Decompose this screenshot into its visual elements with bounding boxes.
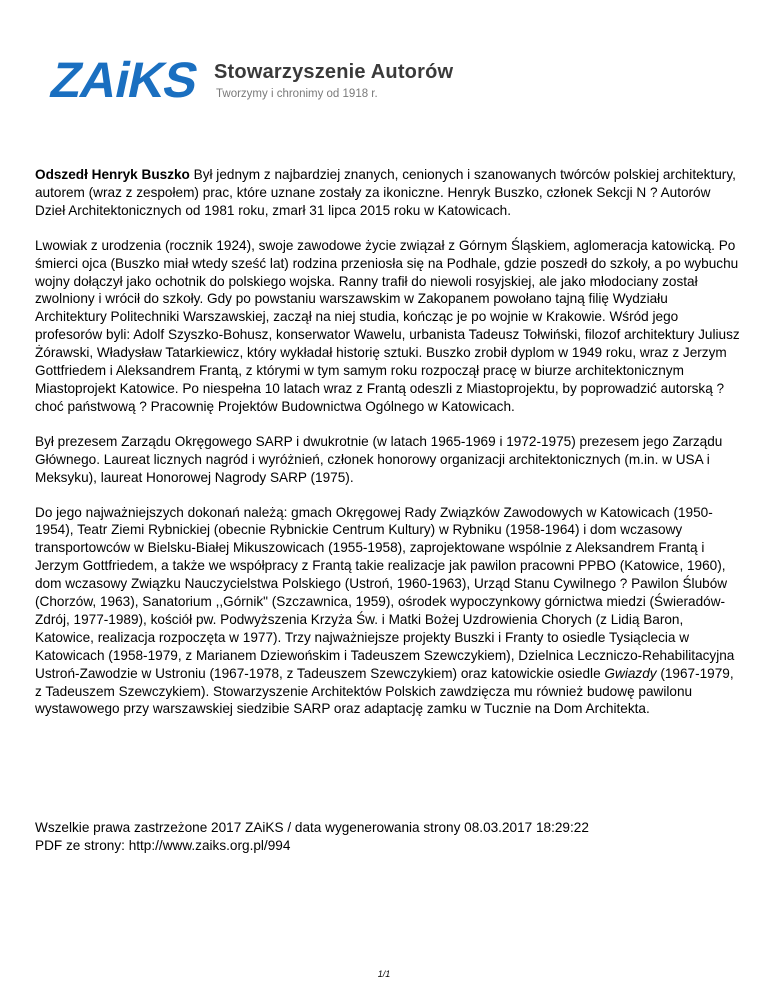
paragraph-sarp: Był prezesem Zarządu Okręgowego SARP i dwukrotnie (w latach 1965-1969 i 1972-1975) prezesem jego Zarządu Głównego. Laureat licznych nagród i wyróżnień, członek honorowy organizacji architektonicznych (m.in. w USA i Meksyku), laureat Honorowej Nagrody SARP (1975). <box>35 433 723 485</box>
article-body <box>35 166 740 735</box>
logo-text: ZAiKS <box>45 51 203 108</box>
source-url-link[interactable]: http://www.zaiks.org.pl/994 <box>128 837 291 853</box>
copyright-line: Wszelkie prawa zastrzeżone 2017 ZAiKS / data wygenerowania strony 08.03.2017 18:29:22 <box>35 820 589 835</box>
zaiks-logo-mark <box>36 50 206 110</box>
article-title: Odszedł Henryk Buszko <box>35 167 190 182</box>
org-tagline: Tworzymy i chronimy od 1918 r. <box>216 88 378 100</box>
source-line <box>35 837 740 855</box>
page-number: 1/1 <box>377 969 391 979</box>
paragraph-intro <box>35 166 740 220</box>
works-text-2: (1967-1979, z Tadeuszem Szewczykiem). Stowarzyszenie Architektów Polskich zawdzięcza mu również budowę pawilonu wystawowego przy warszawskiej siedzibie SARP oraz adaptację zamku w Tucznie na Dom Architekta. <box>35 665 734 717</box>
paragraph-biography: Lwowiak z urodzenia (rocznik 1924), swoje zawodowe życie związał z Górnym Śląskiem, aglomeracja katowicką. Po śmierci ojca (Buszko miał wtedy sześć lat) rodzina przeniosła się na Podhale, gdzie poszedł do szkoły, a po wybuchu wojny dołączył jako ochotnik do polskiego wojska. Ranny trafił do niewoli rosyjskiej, ale jako młodociany został zwolniony i wrócił do szkoły. Gdy po powstaniu warszawskim w Zakopanem powołano tajną filię Wydziału Architektury Politechniki Warszawskiej, zaczął na niej studia, kończąc je po wojnie w Krakowie. Wśród jego profesorów byli: Adolf Szyszko-Bohusz, konserwator Wawelu, urbanista Tadeusz Tołwiński, filozof architektury Juliusz Żórawski, Władysław Tatarkiewicz, który wykładał historię sztuki. Buszko zrobił dyplom w 1949 roku, wraz z Jerzym Gottfriedem i Aleksandrem Frantą, z którymi w tym samym roku rozpoczął pracę w biurze architektonicznym Miastoprojekt Katowice. Po niespełna 10 latach wraz z Frantą odeszli z Miastoprojektu, by poprowadzić autorską ? choć państwową ? Pracownię Projektów Budownictwa Ogólnego w Katowicach. <box>35 237 740 414</box>
page-footer <box>35 819 740 855</box>
org-name: Stowarzyszenie Autorów <box>214 61 454 83</box>
paragraph-works <box>35 504 740 719</box>
works-text-1: Do jego najważniejszych dokonań należą: gmach Okręgowej Rady Związków Zawodowych w Katowicach (1950-1954), Teatr Ziemi Rybnickiej (obecnie Rybnickie Centrum Kultury) w Rybniku (1958-1964) i dom wczasowy transportowców w Bielsku-Białej Mikuszowicach (1955-1958), zaprojektowane wspólnie z Aleksandrem Frantą i Jerzym Gottfriedem, a także we współpracy z Frantą takie realizacje jak pawilon pracowni PPBO (Katowice, 1960), dom wczasowy Związku Nauczycielstwa Polskiego (Ustroń, 1960-1963), Urząd Stanu Cywilnego ? Pawilon Ślubów (Chorzów, 1963), Sanatorium ,,Górnik" (Szczawnica, 1959), ośrodek wypoczynkowy górnictwa miedzi (Świeradów-Zdrój, 1977-1989), kościół pw. Podwyższenia Krzyża Św. i Matki Bożej Uzdrowienia Chorych (z Lidią Baron, Katowice, realizacja rozpoczęta w 1977). Trzy najważniejsze projekty Buszki i Franty to osiedle Tysiąclecia w Katowicach (1958-1979, z Marianem Dziewońskim i Tadeuszem Szewczykiem), Dzielnica Leczniczo-Rehabilitacyjna Ustroń-Zawodzie w Ustroniu (1967-1978, z Tadeuszem Szewczykiem) oraz katowickie osiedle <box>35 504 735 681</box>
source-label: PDF ze strony: <box>35 837 125 853</box>
intro-text: Był jednym z najbardziej znanych, cenionych i szanowanych twórców polskiej architektury, autorem (wraz z zespołem) prac, które uznane zostały za ikoniczne. Henryk Buszko, członek Sekcji N ? Autorów Dzieł Architektonicznych od 1981 roku, zmarł 31 lipca 2015 roku w Katowicach. <box>35 167 736 218</box>
zaiks-logo <box>36 50 456 110</box>
works-italic: Gwiazdy <box>604 665 657 681</box>
